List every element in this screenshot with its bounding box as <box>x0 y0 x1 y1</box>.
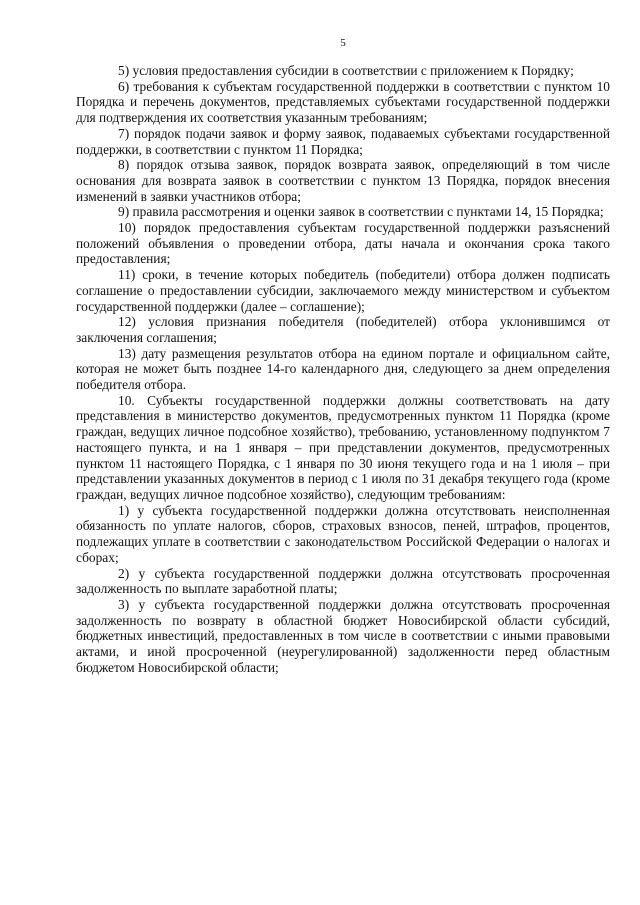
paragraph-item-12: 12) условия признания победителя (победителей) отбора уклонившимся от заключения соглашения; <box>76 314 610 345</box>
paragraph-requirement-3: 3) у субъекта государственной поддержки должна отсутствовать просроченная задолженность по возврату в областной бюджет Новосибирской области субсидий, бюджетных инвестиций, предоставленных в том числе в соответствии с иными правовыми актами, и иной просроченной (неурегулированной) задолженности перед областным бюджетом Новосибирской области; <box>76 596 610 675</box>
paragraph-item-6: 6) требования к субъектам государственной поддержки в соответствии с пунктом 10 Порядка и перечень документов, представляемых субъектами государственной поддержки для подтверждения их соответствия указанным требованиям; <box>76 78 610 126</box>
paragraph-item-10: 10) порядок предоставления субъектам государственной поддержки разъяснений положений объявления о проведении отбора, даты начала и окончания срока такого предоставления; <box>76 220 610 267</box>
paragraph-item-7: 7) порядок подачи заявок и форму заявок, подаваемых субъектами государственной поддержки, в соответствии с пунктом 11 Порядка; <box>76 125 610 157</box>
paragraph-item-13: 13) дату размещения результатов отбора на едином портале и официальном сайте, которая не может быть позднее 14-го календарного дня, следующего за днем определения победителя отбора. <box>76 345 610 393</box>
paragraph-requirement-2: 2) у субъекта государственной поддержки должна отсутствовать просроченная задолженность по выплате заработной платы; <box>76 565 610 597</box>
paragraph-item-5: 5) условия предоставления субсидии в соответствии с приложением к Порядку; <box>118 63 574 78</box>
paragraph-item-11: 11) сроки, в течение которых победитель (победители) отбора должен подписать соглашение о предоставлении субсидии, заключаемого между министерством и субъектом государственной поддержки (далее – соглашение); <box>76 267 610 314</box>
paragraph-item-8: 8) порядок отзыва заявок, порядок возврата заявок, определяющий в том числе основания для возврата заявок в соответствии с пунктом 13 Порядка, порядок внесения изменений в заявки участников отбора; <box>76 157 610 204</box>
page-number: 5 <box>340 37 346 49</box>
paragraph-item-9: 9) правила рассмотрения и оценки заявок в соответствии с пунктами 14, 15 Порядка; <box>118 204 604 220</box>
paragraph-section-10: 10. Субъекты государственной поддержки должны соответствовать на дату представления в министерство документов, предусмотренных пунктом 11 Порядка (кроме граждан, ведущих личное подсобное хозяйство), требованию, установленному подпунктом 7 настоящего пункта, и на 1 января – при представлении документов, предусмотренных пунктом 11 настоящего Порядка, с 1 января по 30 июня текущего года и на 1 июля – при представлении указанных документов в период с 1 июля по 31 декабря текущего года (кроме граждан, ведущих личное подсобное хозяйство), следующим требованиям: <box>76 392 610 502</box>
paragraph-requirement-1: 1) у субъекта государственной поддержки должна отсутствовать неисполненная обязанность по уплате налогов, сборов, страховых взносов, пеней, штрафов, процентов, подлежащих уплате в соответствии с законодательством Российской Федерации о налогах и сборах; <box>76 502 610 565</box>
document-page <box>76 36 610 675</box>
